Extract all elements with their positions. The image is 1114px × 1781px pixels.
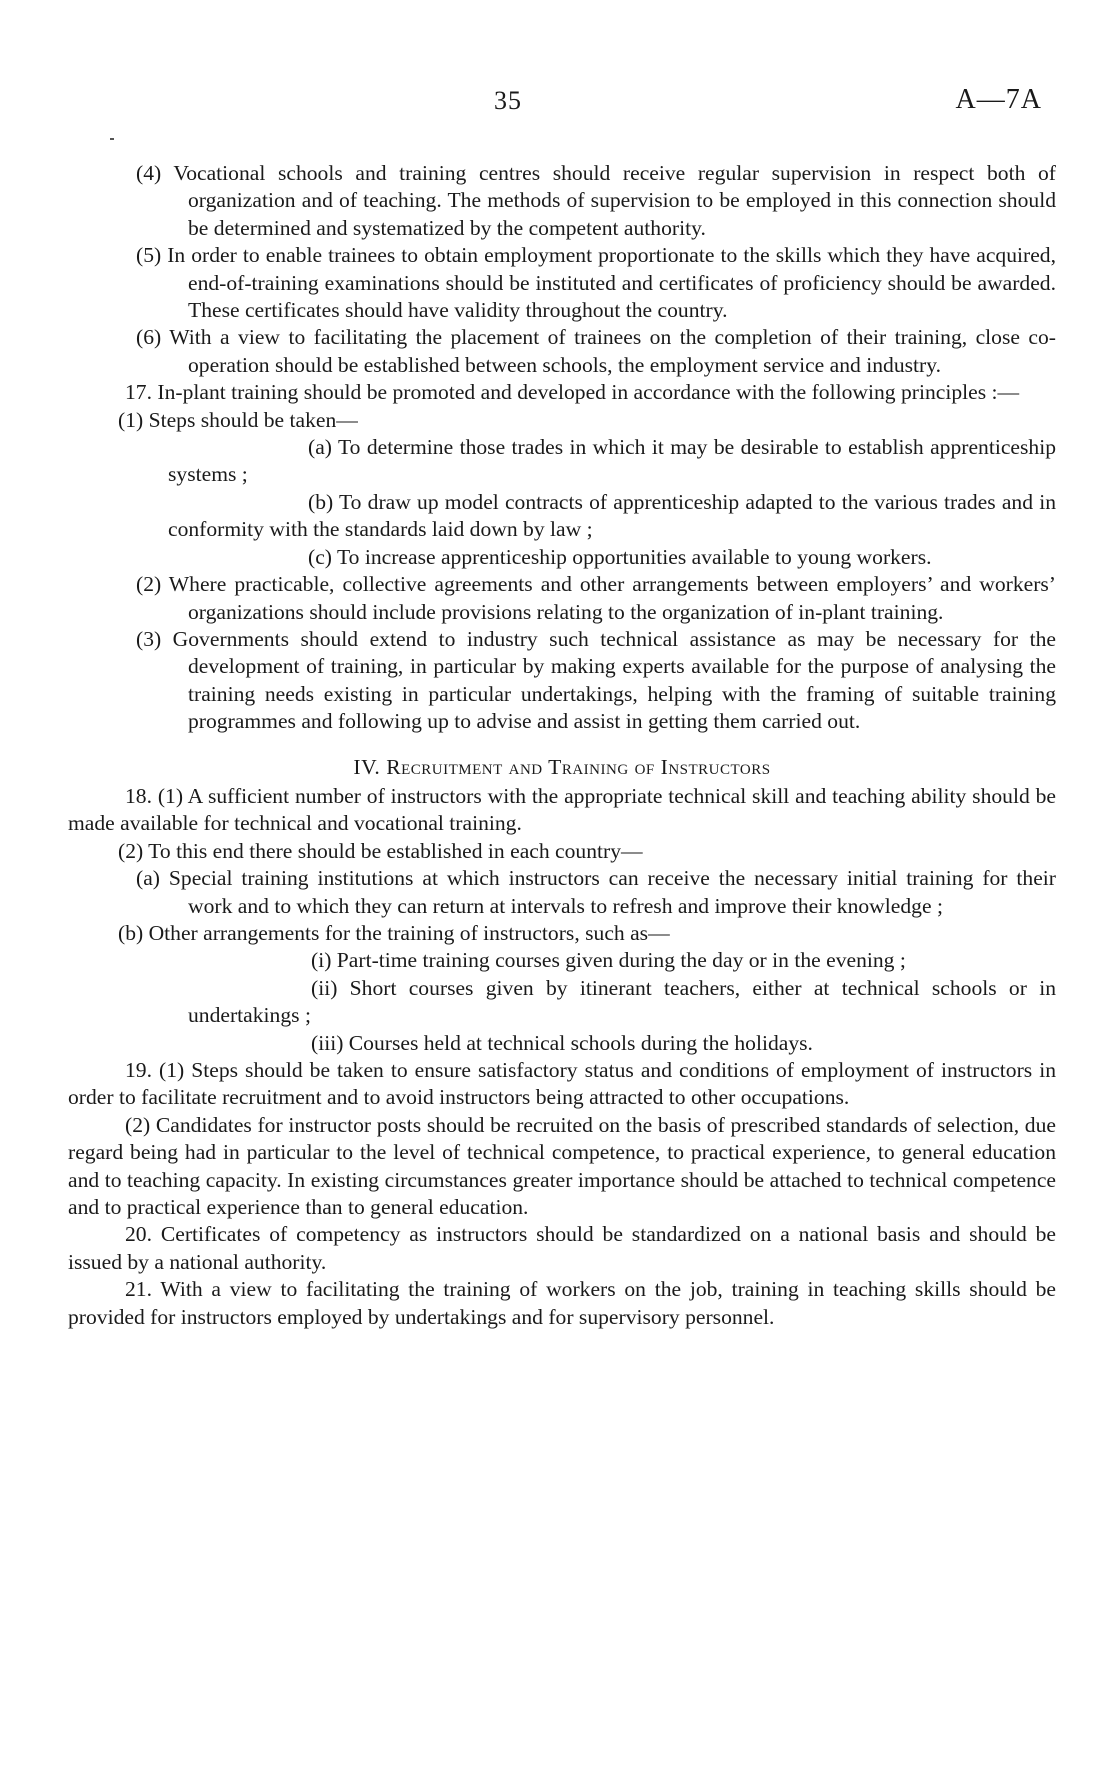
paragraph-20: 20. Certificates of competency as instructors should be standardized on a national basis and should be issued by a national authority. [68,1222,1056,1274]
paragraph-18-1: 18. (1) A sufficient number of instructors with the appropriate technical skill and teaching ability should be made available for technical and vocational training. [68,783,1056,836]
paragraph-18-2-b-ii: (ii) Short courses given by itinerant teachers, either at technical schools or in undertakings ; [188,975,1056,1028]
paragraph-17-2: (2) Where practicable, collective agreements and other arrangements between employers’ and workers’ organizations should include provisions relating to the organization of in-plant training. [136,572,1056,624]
margin-mark [110,138,114,140]
paragraph-17-1-b: (b) To draw up model contracts of apprenticeship adapted to the various trades and in conformity with the standards laid down by law ; [168,489,1056,542]
paragraph-18-2-b-i: (i) Part-time training courses given during the day or in the evening ; [311,948,906,973]
paragraph-18-2-a: (a) Special training institutions at which instructors can receive the necessary initial training for their work and to which they can return at intervals to refresh and improve their knowledge ; [136,866,1056,918]
paragraph-18-2-b: (b) Other arrangements for the training of instructors, such as— [118,920,670,945]
paragraph-16-4: (4) Vocational schools and training centres should receive regular supervision in respect both of organization and of teaching. The methods of supervision to be employed in this connection should be determined and systematized by the competent authority. [136,161,1056,240]
paragraph-19-1: 19. (1) Steps should be taken to ensure satisfactory status and conditions of employment of instructors in order to facilitate recruitment and to avoid instructors being attracted to other occupations. [68,1058,1056,1110]
paragraph-17-1-a: (a) To determine those trades in which it may be desirable to establish apprenticeship systems ; [168,435,1056,487]
paragraph-21: 21. With a view to facilitating the training of workers on the job, training in teaching skills should be provided for instructors employed by undertakings and for supervisory personnel. [68,1277,1056,1329]
paragraph-17-1-c: (c) To increase apprenticeship opportunities available to young workers. [308,544,932,569]
paragraph-18-2-b-iii: (iii) Courses held at technical schools during the holidays. [311,1030,813,1055]
paragraph-16-6: (6) With a view to facilitating the placement of trainees on the completion of their training, close co-operation should be established between schools, the employment service and industry. [136,325,1056,377]
document-body [68,160,1056,1331]
document-reference: A—7A [955,84,1042,115]
section-heading-iv: IV. Recruitment and Training of Instructors [353,754,771,779]
page-number: 35 [494,86,522,115]
paragraph-17-3: (3) Governments should extend to industry such technical assistance as may be necessary for the development of training, in particular by making experts available for the purpose of analysing the training needs existing in particular undertakings, helping with the framing of suitable training programmes and following up to advise and assist in getting them carried out. [136,626,1056,734]
paragraph-17: 17. In-plant training should be promoted and developed in accordance with the following principles :— [125,380,1020,405]
paragraph-16-5: (5) In order to enable trainees to obtain employment proportionate to the skills which they have acquired, end-of-training examinations should be instituted and certificates of proficiency should be awarded. These certificates should have validity throughout the country. [136,243,1056,323]
paragraph-18-2: (2) To this end there should be established in each country— [118,838,643,863]
paragraph-19-2: (2) Candidates for instructor posts should be recruited on the basis of prescribed standards of selection, due regard being had in particular to the level of technical competence, to practical experience, to general education and to teaching capacity. In existing circumstances greater importance should be attached to technical competence and to practical experience than to general education. [68,1112,1056,1220]
paragraph-17-1: (1) Steps should be taken— [118,407,358,432]
